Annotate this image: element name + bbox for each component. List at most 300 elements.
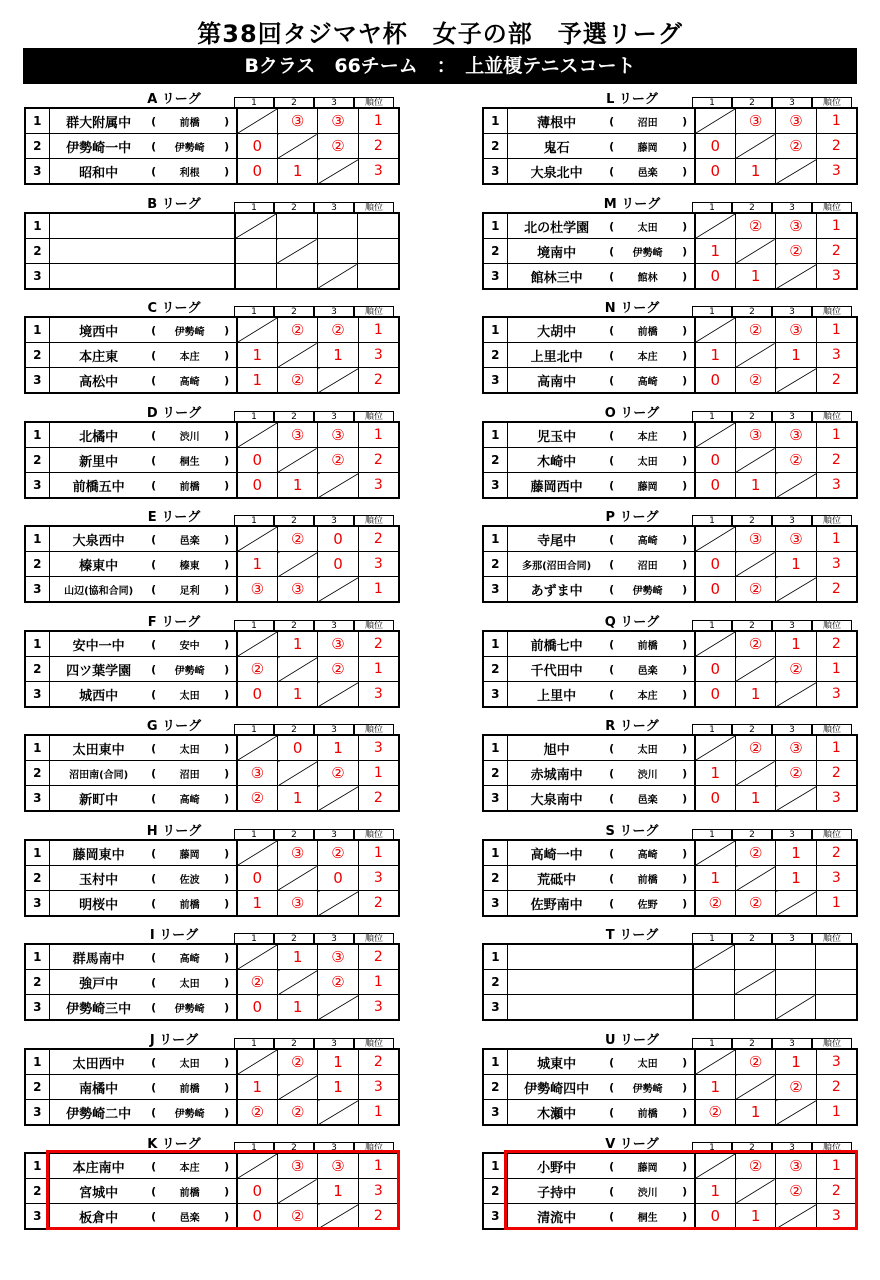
team-city: 藤岡 (637, 1162, 658, 1174)
team-name: 伊勢崎三中 (66, 1001, 132, 1017)
team-number: 2 (483, 1179, 507, 1204)
team-city: 邑楽 (637, 167, 658, 179)
column-header: 順位 (812, 620, 852, 630)
close-paren: ) (224, 871, 230, 885)
diagonal-cell (735, 239, 775, 264)
team-name: 藤岡東中 (72, 847, 125, 863)
team-rank: 3 (816, 682, 857, 708)
team-city: 高崎 (179, 953, 200, 965)
team-cell (507, 1049, 694, 1075)
team-name: 四ツ葉学園 (66, 663, 132, 679)
column-header: 1 (692, 515, 732, 525)
team-name: 千代田中 (530, 663, 583, 679)
team-name: 赤城南中 (530, 767, 583, 783)
diagonal-cell (276, 239, 317, 264)
team-city: 沼田 (179, 769, 200, 781)
table-row (483, 422, 857, 448)
team-city: 藤岡 (637, 481, 658, 493)
diagonal-cell (695, 317, 736, 343)
match-result: ② (735, 735, 775, 761)
team-rank: 2 (358, 631, 399, 657)
match-result: ② (318, 317, 358, 343)
diagonal-cell (318, 473, 358, 499)
team-name: 玉村中 (79, 872, 119, 888)
column-header: 3 (314, 515, 354, 525)
table-row (483, 239, 857, 264)
match-result: 0 (237, 866, 278, 891)
team-number: 3 (25, 995, 49, 1021)
team-city: 伊勢崎 (174, 326, 205, 338)
team-cell (49, 735, 236, 761)
diagonal-cell (695, 526, 736, 552)
match-result: ② (318, 761, 358, 786)
table-row (25, 448, 399, 473)
open-paren: ( (609, 114, 615, 128)
team-city: 前橋 (637, 326, 658, 338)
league-block (24, 928, 400, 1034)
team-number: 3 (483, 891, 507, 917)
team-rank: 1 (358, 1153, 399, 1179)
close-paren: ) (224, 846, 230, 860)
match-result (276, 213, 317, 239)
team-city: 邑楽 (637, 665, 658, 677)
close-paren: ) (682, 557, 688, 571)
match-result: 0 (695, 682, 736, 708)
team-cell (507, 786, 694, 812)
diagonal-cell (237, 1049, 278, 1075)
team-rank: 2 (358, 1204, 399, 1230)
close-paren: ) (682, 1105, 688, 1119)
team-number: 1 (25, 422, 49, 448)
column-header: 3 (314, 1038, 354, 1048)
table-row (25, 134, 399, 159)
team-number: 2 (25, 239, 49, 264)
close-paren: ) (224, 164, 230, 178)
league-name: E リーグ (147, 510, 201, 525)
team-name: 新里中 (79, 454, 119, 470)
team-cell (507, 577, 694, 603)
match-result: 1 (318, 343, 358, 368)
team-city: 前橋 (179, 1187, 200, 1199)
team-name: 城東中 (537, 1056, 577, 1072)
diagonal-cell (695, 108, 736, 134)
match-result: 1 (237, 343, 278, 368)
open-paren: ( (151, 1000, 157, 1014)
close-paren: ) (682, 1159, 688, 1173)
column-header: 1 (234, 202, 274, 212)
league-name: V リーグ (605, 1137, 659, 1152)
team-number: 3 (25, 159, 49, 185)
team-number: 1 (483, 631, 507, 657)
team-number: 2 (483, 1075, 507, 1100)
close-paren: ) (682, 164, 688, 178)
league-table (24, 630, 400, 708)
diagonal-cell (776, 473, 816, 499)
league-name: G リーグ (146, 719, 202, 734)
match-result: 1 (735, 473, 775, 499)
team-city: 太田 (637, 744, 658, 756)
table-row (483, 786, 857, 812)
team-cell (49, 995, 236, 1021)
league-name: F リーグ (147, 615, 201, 630)
league-name: S リーグ (605, 824, 659, 839)
team-cell (49, 448, 236, 473)
team-name: 鬼石 (543, 140, 570, 156)
open-paren: ( (609, 532, 615, 546)
match-result: ③ (776, 317, 816, 343)
team-name: 伊勢崎一中 (66, 140, 132, 156)
team-city: 本庄 (179, 1162, 200, 1174)
team-rank: 3 (358, 995, 399, 1021)
table-row (483, 577, 857, 603)
team-rank: 2 (816, 840, 857, 866)
table-row (25, 631, 399, 657)
team-city: 渋川 (179, 431, 200, 443)
team-rank (358, 239, 399, 264)
team-city: 高崎 (637, 376, 658, 388)
team-number: 1 (483, 944, 507, 970)
table-row (25, 891, 399, 917)
team-rank: 1 (358, 1100, 399, 1126)
diagonal-cell (237, 840, 278, 866)
table-row (25, 1100, 399, 1126)
team-name: 城西中 (79, 688, 119, 704)
team-name: 木瀬中 (537, 1106, 577, 1122)
team-rank: 2 (816, 631, 857, 657)
team-number: 2 (25, 448, 49, 473)
team-name: 本庄東 (79, 349, 119, 365)
diagonal-cell (776, 159, 816, 185)
match-result: ③ (776, 108, 816, 134)
team-number: 1 (25, 213, 49, 239)
team-cell (49, 552, 236, 577)
match-result: ③ (277, 840, 317, 866)
column-header: 順位 (354, 933, 394, 943)
column-header: 3 (314, 933, 354, 943)
team-city: 邑楽 (637, 794, 658, 806)
column-header: 1 (234, 620, 274, 630)
team-name: 館林三中 (530, 270, 583, 286)
match-result: 1 (277, 473, 317, 499)
league-table (24, 421, 400, 499)
table-row (483, 317, 857, 343)
table-row (483, 631, 857, 657)
league-block (24, 510, 400, 616)
open-paren: ( (609, 741, 615, 755)
column-header: 順位 (354, 515, 394, 525)
team-number: 1 (483, 735, 507, 761)
team-number: 1 (483, 422, 507, 448)
league-table (24, 107, 400, 185)
league-block (482, 510, 858, 616)
column-header: 2 (274, 515, 314, 525)
match-result: ② (776, 134, 816, 159)
team-rank: 3 (358, 343, 399, 368)
column-header: 順位 (354, 1142, 394, 1152)
team-rank (358, 264, 399, 290)
column-header: 3 (772, 411, 812, 421)
close-paren: ) (224, 1055, 230, 1069)
close-paren: ) (682, 1209, 688, 1223)
team-rank: 1 (816, 317, 857, 343)
match-result: 0 (318, 866, 358, 891)
team-number: 1 (25, 735, 49, 761)
table-row (483, 970, 857, 995)
team-cell (507, 970, 693, 995)
team-rank (358, 213, 399, 239)
team-city: 伊勢崎 (174, 142, 205, 154)
match-result (276, 264, 317, 290)
open-paren: ( (609, 791, 615, 805)
team-rank: 3 (816, 159, 857, 185)
diagonal-cell (318, 1100, 358, 1126)
team-city: 高崎 (179, 376, 200, 388)
open-paren: ( (151, 846, 157, 860)
league-table (24, 316, 400, 394)
column-header: 順位 (812, 1142, 852, 1152)
open-paren: ( (609, 557, 615, 571)
team-city: 館林 (637, 272, 658, 284)
column-header: 順位 (354, 1038, 394, 1048)
league-block (482, 928, 858, 1034)
team-rank: 3 (816, 866, 857, 891)
close-paren: ) (682, 348, 688, 362)
match-result: 0 (237, 473, 278, 499)
close-paren: ) (224, 373, 230, 387)
team-name: 寺尾中 (537, 533, 577, 549)
team-city: 前橋 (637, 1108, 658, 1120)
team-rank: 2 (816, 1179, 857, 1204)
open-paren: ( (609, 219, 615, 233)
column-header: 2 (732, 933, 772, 943)
match-result: 1 (278, 995, 318, 1021)
close-paren: ) (224, 1000, 230, 1014)
open-paren: ( (609, 846, 615, 860)
team-city: 伊勢崎 (174, 1108, 205, 1120)
team-number: 1 (25, 840, 49, 866)
open-paren: ( (609, 1159, 615, 1173)
match-result: 0 (695, 577, 736, 603)
open-paren: ( (151, 139, 157, 153)
column-header: 1 (692, 620, 732, 630)
table-row (483, 213, 857, 239)
diagonal-cell (237, 631, 278, 657)
match-result: 1 (776, 1049, 816, 1075)
column-header: 1 (234, 829, 274, 839)
column-header: 3 (772, 620, 812, 630)
table-row (483, 448, 857, 473)
close-paren: ) (224, 975, 230, 989)
table-row (483, 552, 857, 577)
table-row (483, 264, 857, 290)
column-header: 順位 (812, 1038, 852, 1048)
close-paren: ) (682, 637, 688, 651)
league-table (482, 839, 858, 917)
match-result (317, 239, 358, 264)
match-result: 1 (735, 1100, 775, 1126)
column-header: 3 (314, 306, 354, 316)
team-city: 太田 (637, 222, 658, 234)
team-city: 前橋 (637, 874, 658, 886)
match-result: ② (277, 1204, 317, 1230)
column-header: 2 (732, 1142, 772, 1152)
team-cell (49, 1049, 236, 1075)
match-result: 1 (278, 631, 318, 657)
team-rank: 1 (816, 108, 857, 134)
league-name: L リーグ (606, 92, 658, 107)
team-number: 2 (25, 970, 49, 995)
close-paren: ) (682, 532, 688, 546)
match-result: ② (736, 840, 776, 866)
match-result: 0 (695, 473, 736, 499)
column-header: 順位 (812, 97, 852, 107)
league-name: I リーグ (149, 928, 199, 943)
column-header: 3 (314, 620, 354, 630)
match-result: 1 (277, 159, 317, 185)
column-header: 3 (314, 829, 354, 839)
diagonal-cell (693, 944, 734, 970)
team-name: 大泉南中 (530, 792, 583, 808)
column-header: 2 (732, 306, 772, 316)
team-cell (49, 761, 236, 786)
team-name: 荒砥中 (537, 872, 577, 888)
close-paren: ) (682, 219, 688, 233)
close-paren: ) (682, 244, 688, 258)
open-paren: ( (151, 348, 157, 362)
league-name: J リーグ (149, 1033, 199, 1048)
match-result: 1 (695, 1075, 736, 1100)
column-header: 1 (692, 202, 732, 212)
column-header: 3 (314, 202, 354, 212)
team-rank (816, 970, 857, 995)
team-name: 群馬南中 (72, 951, 125, 967)
column-header: 3 (772, 829, 812, 839)
table-row (483, 840, 857, 866)
column-header: 2 (274, 1038, 314, 1048)
team-rank: 2 (816, 448, 857, 473)
match-result: 1 (278, 682, 318, 708)
team-rank: 1 (816, 213, 857, 239)
column-header: 3 (772, 515, 812, 525)
table-row (25, 761, 399, 786)
diagonal-cell (776, 891, 816, 917)
team-number: 3 (483, 995, 507, 1021)
team-cell (507, 995, 693, 1021)
team-number: 2 (25, 657, 49, 682)
table-row (25, 343, 399, 368)
open-paren: ( (609, 139, 615, 153)
column-header: 3 (772, 933, 812, 943)
close-paren: ) (682, 687, 688, 701)
close-paren: ) (224, 687, 230, 701)
team-rank: 2 (816, 577, 857, 603)
diagonal-cell (278, 970, 318, 995)
column-header: 1 (234, 306, 274, 316)
team-rank: 1 (816, 1100, 857, 1126)
team-rank: 2 (358, 891, 399, 917)
close-paren: ) (682, 478, 688, 492)
team-cell (507, 159, 694, 185)
team-name: 本庄南中 (72, 1160, 125, 1176)
match-result: ② (277, 368, 317, 394)
team-name: 大泉北中 (530, 165, 583, 181)
match-result: ② (776, 761, 816, 786)
table-row (25, 682, 399, 708)
team-cell (49, 108, 236, 134)
open-paren: ( (609, 896, 615, 910)
column-header: 順位 (354, 724, 394, 734)
diagonal-cell (695, 422, 736, 448)
team-city: 前橋 (179, 481, 200, 493)
diagonal-cell (736, 866, 776, 891)
team-cell (49, 891, 236, 917)
team-number: 2 (25, 134, 49, 159)
column-header: 順位 (812, 306, 852, 316)
column-header: 1 (692, 97, 732, 107)
close-paren: ) (224, 557, 230, 571)
team-city: 太田 (179, 744, 200, 756)
column-header: 順位 (812, 829, 852, 839)
table-row (25, 995, 399, 1021)
team-city: 榛東 (179, 560, 200, 572)
team-cell (507, 552, 694, 577)
close-paren: ) (224, 139, 230, 153)
team-name: 児玉中 (537, 429, 577, 445)
open-paren: ( (609, 478, 615, 492)
league-table (24, 525, 400, 603)
diagonal-cell (317, 264, 358, 290)
team-rank: 1 (358, 970, 399, 995)
match-result: ② (695, 891, 736, 917)
team-number: 3 (483, 473, 507, 499)
team-cell (507, 944, 693, 970)
team-cell (49, 631, 236, 657)
match-result: ③ (318, 108, 358, 134)
team-cell (507, 682, 694, 708)
open-paren: ( (151, 114, 157, 128)
league-block (482, 197, 858, 303)
table-row (25, 317, 399, 343)
league-block (482, 92, 858, 198)
team-name: 清流中 (537, 1210, 577, 1226)
column-header: 1 (692, 724, 732, 734)
team-rank: 2 (816, 239, 857, 264)
table-row (25, 1049, 399, 1075)
match-result (734, 944, 775, 970)
column-header: 順位 (354, 306, 394, 316)
table-row (483, 944, 857, 970)
column-header: 2 (732, 829, 772, 839)
column-header: 1 (234, 97, 274, 107)
team-rank: 2 (358, 526, 399, 552)
diagonal-cell (776, 786, 816, 812)
team-number: 3 (25, 682, 49, 708)
close-paren: ) (682, 1055, 688, 1069)
highlight-box (504, 1150, 858, 1230)
league-block (24, 615, 400, 721)
match-result: 1 (318, 1179, 358, 1204)
match-result: ② (736, 891, 776, 917)
column-header: 1 (234, 1038, 274, 1048)
team-rank: 2 (816, 134, 857, 159)
match-result: ③ (318, 1153, 358, 1179)
team-number: 1 (25, 317, 49, 343)
team-rank: 3 (358, 735, 399, 761)
match-result: 1 (237, 1075, 278, 1100)
team-city: 沼田 (637, 117, 658, 129)
column-header: 順位 (354, 620, 394, 630)
open-paren: ( (609, 662, 615, 676)
